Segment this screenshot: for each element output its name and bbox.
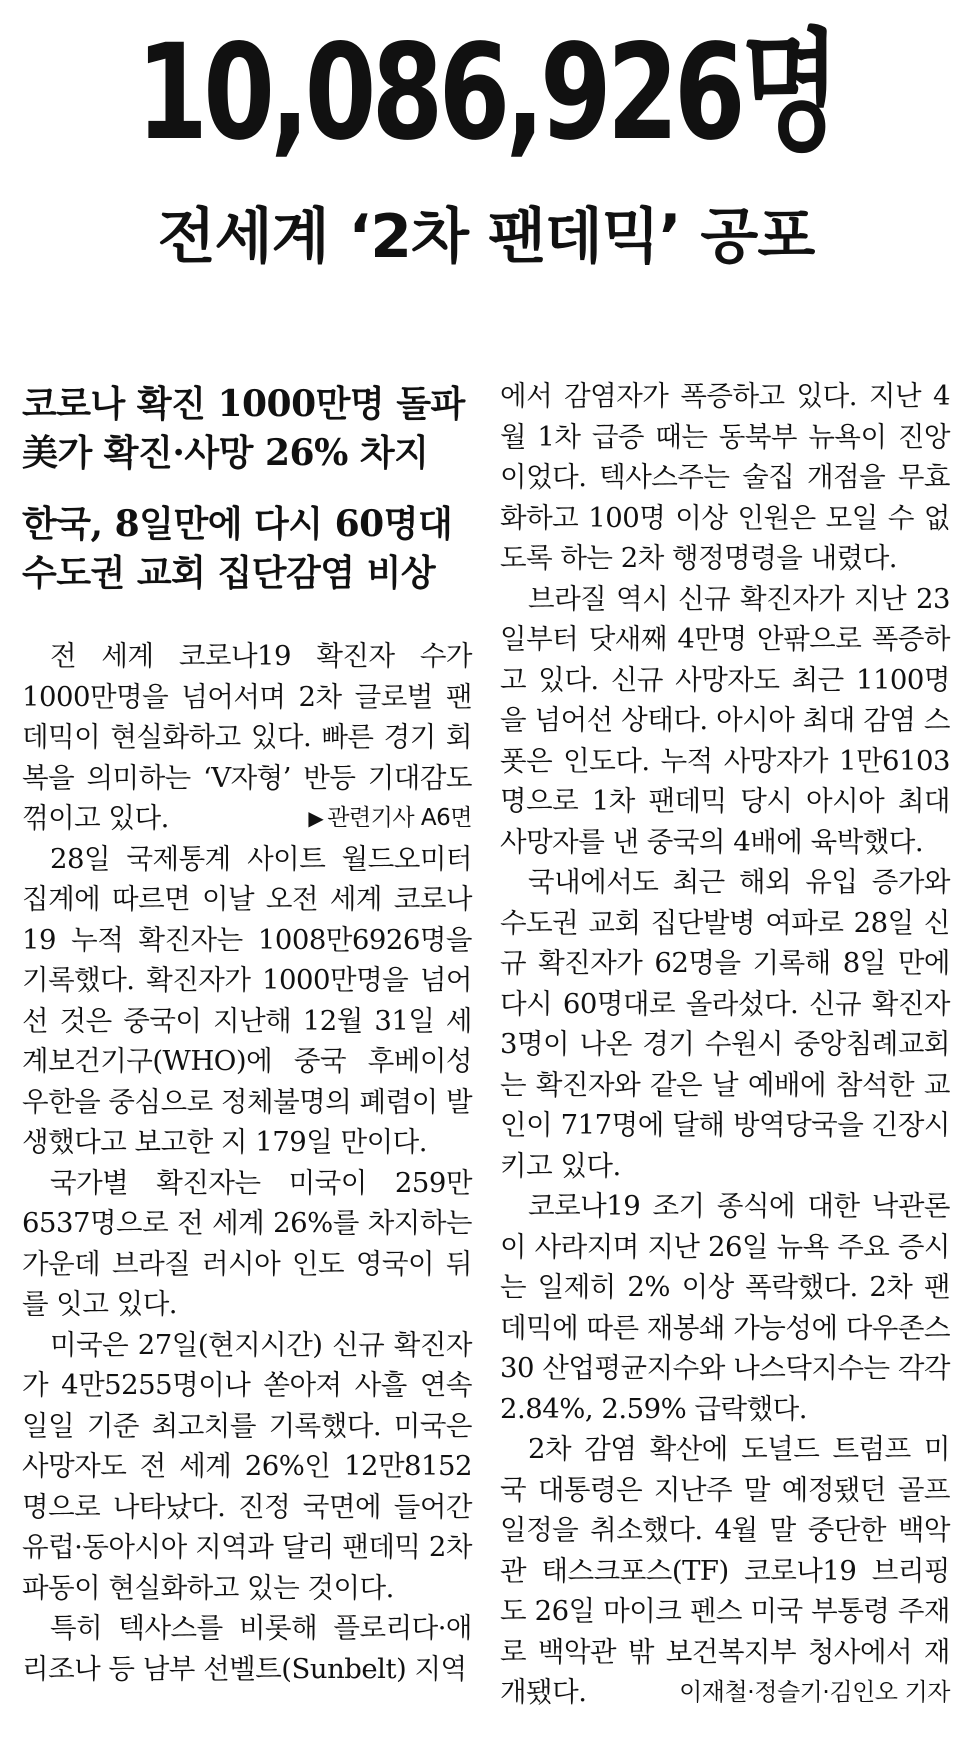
kicker-line: 한국, 8일만에 다시 60명대 — [22, 503, 453, 545]
article-paragraph: 브라질 역시 신규 확진자가 지난 23일부터 닷새째 4만명 안팎으로 폭증하고 있다. 신규 사망자도 최근 1100명을 넘어선 상태다. 아시아 최대 감염 스폿은 인도다. 누적 사망자가 1만6103명으로 1차 팬데믹 당시 아시아 최대 사망자를 낸 중국의 4배에 육박했다. — [500, 582, 950, 858]
article-paragraph: 미국은 27일(현지시간) 신규 확진자가 4만5255명이나 쏟아져 사흘 연속 일일 기준 최고치를 기록했다. 미국은 사망자도 전 세계 26%인 12만8152명으로 나타났다. 진정 국면에 들어간 유럽·동아시아 지역과 달리 팬데믹 2차 파동이 현실화하고 있는 것이다. — [22, 1328, 472, 1604]
related-article-label: 관련기사 A6면 — [327, 805, 472, 831]
subheadline: 전세계 ‘2차 팬데믹’ 공포 — [157, 202, 815, 272]
article-paragraph: 코로나19 조기 종식에 대한 낙관론이 사라지며 지난 26일 뉴욕 주요 증시는 일제히 2% 이상 폭락했다. 2차 팬데믹에 따른 재봉쇄 가능성에 다우존스30 산업평균지수와 나스닥지수는 각각 2.84%, 2.59% 급락했다. — [500, 1190, 951, 1425]
last-paragraph-block — [500, 1429, 950, 1713]
kicker-group — [22, 380, 472, 598]
article-paragraph: 2차 감염 확산에 도널드 트럼프 미국 대통령은 지난주 말 예정됐던 골프 일정을 취소했다. 4월 말 중단한 백악관 태스크포스(TF) 코로나19 브리핑도 26일 마이크 펜스 미국 부통령 주재로 백악관 밖 보건복지부 청사에서 재개됐다. — [500, 1433, 950, 1708]
article-paragraph: 28일 국제통계 사이트 월드오미터 집계에 따르면 이날 오전 세계 코로나19 누적 확진자는 1008만6926명을 기록했다. 확진자가 1000만명을 넘어선 것은 중국이 지난해 12월 31일 세계보건기구(WHO)에 중국 후베이성 우한을 중심으로 정체불명의 폐렴이 발생했다고 보고한 지 179일 만이다. — [22, 842, 473, 1158]
article-paragraph: 국가별 확진자는 미국이 259만6537명으로 전 세계 26%를 차지하는 가운데 브라질 러시아 인도 영국이 뒤를 잇고 있다. — [22, 1166, 472, 1320]
kicker-line: 코로나 확진 1000만명 돌파 — [22, 383, 465, 425]
article-column-left — [22, 380, 472, 1689]
article-paragraph: 특히 텍사스를 비롯해 플로리다·애리조나 등 남부 선벨트(Sunbelt) 지역 — [22, 1612, 472, 1685]
article-paragraph: 에서 감염자가 폭증하고 있다. 지난 4월 1차 급증 때는 동북부 뉴욕이 진앙이었다. 텍사스주는 술집 개점을 무효화하고 100명 이상 인원은 모일 수 없도록 하는 2차 행정명령을 내렸다. — [500, 380, 950, 574]
article-column-right — [500, 376, 950, 1713]
triangle-right-icon: ▶ — [308, 806, 324, 830]
headline: 10,086,926명 — [136, 16, 836, 170]
article-paragraph: 국내에서도 최근 해외 유입 증가와 수도권 교회 집단발병 여파로 28일 신규 확진자가 62명을 기록해 8일 만에 다시 60명대로 올라섰다. 신규 확진자 3명이 나온 경기 수원시 중앙침례교회는 확진자와 같은 날 예배에 참석한 교인이 717명에 달해 방역당국을 긴장시키고 있다. — [500, 866, 950, 1182]
kicker-line: 美가 확진·사망 26% 차지 — [22, 432, 429, 474]
kicker-line: 수도권 교회 집단감염 비상 — [22, 552, 436, 594]
byline: 이재철·정슬기·김인오 기자 — [673, 1672, 950, 1713]
article-paragraph: 전 세계 코로나19 확진자 수가 1000만명을 넘어서며 2차 글로벌 팬데믹이 현실화하고 있다. 빠른 경기 회복을 의미하는 ‘V자형’ 반등 기대감도 꺾이고 있다. — [22, 640, 472, 834]
